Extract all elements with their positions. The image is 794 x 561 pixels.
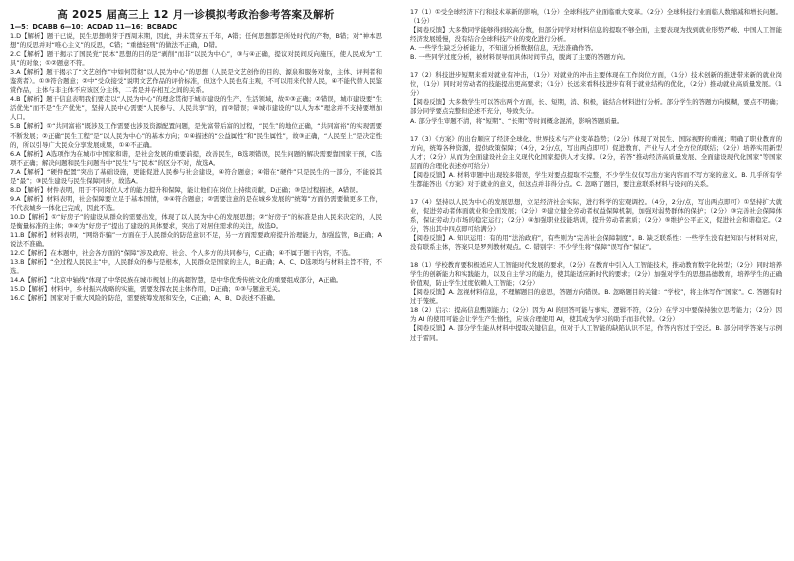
explanation-16: 16.C【解析】国家对于重大风险的防范，需要统筹发展和安全，C正确；A、B、D表述不准确。 (10, 294, 280, 303)
answer-17-1: 17（1）①受全球经济下行和技术革新的影响，（1分）全球科技产业面临重大变革。（2分）全球科技行业面临人数缩减和增长问题。（1分） (410, 8, 782, 26)
answer-18-2: 18（2）启示：提高信息甄别能力；（2分）因为 AI 的回答可能与事实、逻辑不符，（2分）在学习中要保持独立思考能力；（2分）因为 AI 的使用可能会让学生产生惰性，应该合理使用 AI，使其成为学习的助手而非代替。（2分） (410, 306, 782, 324)
explanation-4: 4.B【解析】题干信息表明我们要走以“人民为中心”的理念贯彻于城市建设的生产、生活领域，故①③正确；②错误，城市建设要“生活优先”而不是“生产优先”，坚持人民中心需要“人民参与、人民共享”的，而②错误；④城市建设的“以人为本”理念并不支持要增加人口。 (10, 95, 382, 122)
explanation-8: 8.D【解析】材件表明，用于不同岗位人才的能力提升和保障，能让他们在岗位上持续贡献，D正确；③是过程描述，A错误。 (10, 185, 362, 194)
answer-17-4: 17（4）坚持以人民为中心的发展思想，立足经济社会实际，进行科学的宏观调控。（4分，2分/点，写出两点即可）①坚持扩大就业，促进劳动者体面就业和全面发展；（2分）②建立健全劳动者权益保障机制，加强对弱势群体的保护；（2分）③完善社会保障体系，保证劳动力市场的稳定运行；（2分）④加强职业技能培训，提升劳动者素质；（2分）⑤维护公平正义，促进社会和谐稳定。（2分，答出其中四点即可给满分） (410, 197, 782, 233)
explanation-2: 2.C【解析】题干揭示了国民党“民本”思想的目的是“剥削”而非“以民为中心”，③与④正确，提议对民间反向施压，使人民成为“工具”的对象；①②题意不符。 (10, 50, 382, 68)
explanation-14: 14.A【解析】“北京中轴线”体现了中华民族在城市规划上的高超智慧，是中华优秀传统文化的重要组成部分，A正确。 (10, 276, 343, 285)
left-column (10, 6, 382, 303)
answer-key: 1—5：DCABB 6—10：ACDAD 11—16：BCBADC (10, 23, 178, 31)
right-column (410, 8, 782, 343)
answer-17-2: 17（2）科技进步短期来看对就业有冲击，（1分）对就业的冲击主要体现在工作岗位方面，（1分）技术创新的推进带来新的就业岗位，（1分）同时对劳动者的技能提出更高要求；（1分）长远来看科技进步有利于就业结构的优化，（2分）推动就业高质量发展。（1分） (410, 71, 782, 98)
document-title: 高 2025 届高三上 12 月一诊模拟考政治参考答案及解析 (57, 9, 335, 21)
feedback-17-1-a: A. 一些学生缺乏分析能力，不知道分析数据信息，无法准确作答。 (410, 44, 598, 53)
spacer (410, 252, 782, 261)
explanation-15: 15.D【解析】材料中，乡村振兴战略的实施，需要发挥农民主体作用，D正确；①③与题意无关。 (10, 285, 285, 294)
explanation-11: 11.B【解析】材料表明，“网络诈骗”一方面在于人民群众的防范意识不足，另一方面需要政府提升治理能力，加强监管，B正确；A说法不准确。 (10, 231, 382, 249)
feedback-17-2: 【阅卷反馈】大多数学生可以答出两个方面，长、短期，消、积极，能结合材料进行分析。部分学生的答题方向模糊，要点不明确；部分同学要点完整但论述不充分，导致失分。 (410, 98, 782, 116)
spacer (410, 126, 782, 135)
answer-17-3: 17（3）《方案》的出台顺应了经济全球化、世界技术与产业变革趋势；（2分）体现了对民生、国际视野的重视；明确了职业教育的方向，统筹各种资源，提供政策保障；（4分，2分/点，写出两点即可）促进教育、产业与人才全方位的联结；（2分）培养实用新型人才；（2分）从而为全面建设社会主义现代化国家提供人才支撑。（2分，若答“推动经济高质量发展、全面建设现代化国家”等国家层面的合理化表述亦可给分） (410, 134, 782, 170)
feedback-17-4: 【阅卷反馈】A. 知识运用：有的用“法治政府”，有些则为“完善社会保障制度”。B. 缺乏联系性：一些学生没有把知识与材料对应，没有联系主体，答案只是罗列教材观点。C. 错别字：不少学生将“保障”误写作“保证”。 (410, 234, 782, 252)
explanation-1: 1.D【解析】题干已说，民生思想萌芽于西周末期，因此，并未贯穿五千年，A错；任何思想都是所处时代的产物，B错；对“神本思想”的反思并对“唯心主义”的反思，C错；“重德轻刑”的做法不正确，D错。 (10, 32, 382, 50)
spacer (410, 62, 782, 71)
spacer (410, 189, 782, 198)
feedback-17-3: 【阅卷反馈】A. 材料审题中出现较多错误，学生对要点提取不完整，不少学生仅仅写出方案内容而不写方案的意义。B. 几乎所有学生都能答出《方案》对于就业的意义，但这点并非得分点。C. 忽略了题目，要注意联系材料与设问的关系。 (410, 170, 782, 188)
feedback-17-1: 【阅卷反馈】大多数同学能够得到较高分数，但部分同学对材料信息的提取不够全面，主要表现为找到就业形势严峻、中国人工智能经济发展缓慢，没有结合全球科技产业的变化进行分析。 (410, 26, 782, 44)
explanation-12: 12.C【解析】在本题中，社会各方面的“保障”涉及政府、社会、个人多方的共同参与，C正确；④不属于题干内容，不选。 (10, 249, 355, 258)
explanation-13: 13.B【解析】“全过程人民民主”中，人民群众的参与是根本，人民群众是国家的主人，B正确；A、C、D选项均与材料主旨不符，不选。 (10, 258, 382, 276)
explanation-7: 7.A【解析】“硬件配置”突出了基础设施，更能促进人民参与社会建设，④符合题意；④错在“硬件”只是民生的一部分，不能说其是“最”；③民生建设与民生保障同步，故选A。 (10, 167, 382, 185)
explanation-6: 6.A【解析】A选项作为在城市中国家和谐，是社会发展的重要前提，改善民生，B选项错误，民生问题的解决需要靠国家干预，C选项不正确；解决问题和民生问题当中“民生”与“民本”的区分不对，故选A。 (10, 149, 382, 167)
feedback-17-1-b: B. 一些同学过度分析，被材料误导而具体时间节点，脱离了主要的答题方向。 (410, 53, 630, 62)
explanation-9: 9.A【解析】材料表明，社会保障要立足于基本国情，③④符合题意；②需要注意的是在城乡发展的“统筹”方面仍需要做更多工作，不代表城乡一体化已完成，因此不选。 (10, 194, 382, 212)
explanation-5: 5.B【解析】①“共同富裕”既涉及工作需要也涉及资源配置问题，是先富带后富的过程，“民生”的地位正确，“共同富裕”的实现需要不断发展；②正确“民生工程”是“以人民为中心”的基本方向；①④描述的“公益属性”和“民生属性”，故③正确，“人民至上”是决定性的，所以引导广大民众分享发展成果，①④不正确。 (10, 122, 382, 149)
feedback-18-2: 【阅卷反馈】A. 部分学生能从材料中提取关键信息，但对于人工智能的缺陷认识不足，作答内容过于空泛。B. 部分同学答案与示例过于雷同。 (410, 324, 782, 342)
explanation-10: 10.D【解析】①“好房子”的建设从群众的需要出发，体现了以人民为中心的发展思想；②“好房子”的标准是由人民来决定的，人民是衡量标准的主体；③④为“好房子”提出了建设的具体要求，突出了对居住需求的关注，故选D。 (10, 212, 382, 230)
answer-18-1: 18（1）学校教育要积极适应人工智能时代发展的要求，（2分）在教育中引入人工智能技术，推动教育数字化转型；（2分）同时培养学生的创新能力和实践能力，以及自主学习的能力，使其能适应新时代的要求；（2分）加强对学生的思想品德教育，培养学生的正确价值观，防止学生过度依赖人工智能；（2分） (410, 261, 782, 288)
feedback-18-1: 【阅卷反馈】A. 忽视材料信息，不理解题目的意思，答题方向错误。B. 忽略题目的关键：“学校”，将主体写作“国家”。C. 答题有时过于笼统。 (410, 288, 782, 306)
explanation-3: 3.A【解析】题干揭示了“文艺创作”中如何贯彻“以人民为中心”的思想（人民是文艺创作的目的、源泉和服务对象，主体、评判者和鉴赏者）。①③符合题意；②中“受众接受”说明文艺作品的评价标准，但这个人民也有主观，不可以用来代替人民，④不能代替人民鉴赏作品，主体与非主体不应该区分主体，二者是并存相互之间的关系。 (10, 68, 382, 95)
feedback-17-2-a: A. 部分学生审题不清，将“短期”、“长期”等时间概念混淆，影响答题质量。 (410, 116, 624, 125)
